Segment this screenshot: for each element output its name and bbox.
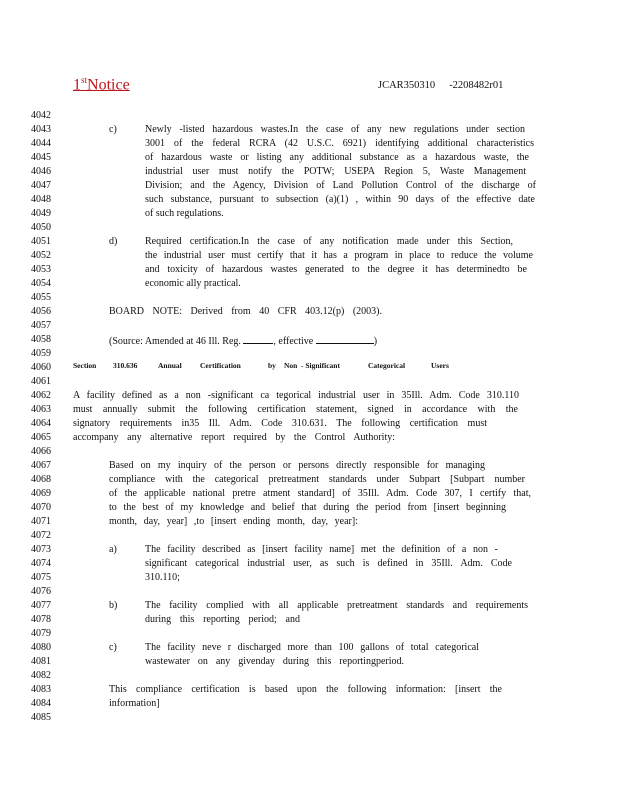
line-number: 4067 — [31, 460, 51, 471]
line-number: 4053 — [31, 264, 51, 275]
closing-line: This compliance certification is based upon the following information: [insert the — [109, 684, 502, 695]
sub-c-label: c) — [109, 642, 117, 653]
line-number: 4059 — [31, 348, 51, 359]
line-number: 4069 — [31, 488, 51, 499]
blank-register-page — [243, 334, 273, 344]
line-number: 4084 — [31, 698, 51, 709]
item-c-line: of hazardous waste or listing any additional substance as a hazardous waste, the — [145, 152, 529, 163]
item-c-line: Newly -listed hazardous wastes.In the case of any new regulations under section — [145, 124, 525, 135]
item-d-label: d) — [109, 236, 118, 247]
line-number: 4075 — [31, 572, 51, 583]
line-number: 4057 — [31, 320, 51, 331]
intro-line: A facility defined as a non -significant ca tegorical industrial user in 35Ill. Adm. Code 310.110 — [73, 390, 519, 401]
sub-c-line: wastewater on any givenday during this reportingperiod. — [145, 656, 404, 667]
line-number: 4050 — [31, 222, 51, 233]
item-d-line: economic ally practical. — [145, 278, 241, 289]
sub-a-line: significant categorical industrial user, as such is defined in 35Ill. Adm. Code — [145, 558, 512, 569]
line-number: 4065 — [31, 432, 51, 443]
line-number: 4062 — [31, 390, 51, 401]
item-c-line: such substance, pursuant to subsection (a)(1) , within 90 days of the effective date — [145, 194, 535, 205]
line-number: 4048 — [31, 194, 51, 205]
statement-line: Based on my inquiry of the person or persons directly responsible for managing — [109, 460, 485, 471]
blank-effective-date — [316, 334, 374, 344]
board-note: BOARD NOTE: Derived from 40 CFR 403.12(p) (2003). — [109, 306, 382, 317]
item-c-line: 3001 of the federal RCRA (42 U.S.C. 6921) identifying additional characteristics — [145, 138, 534, 149]
line-number: 4077 — [31, 600, 51, 611]
line-number: 4045 — [31, 152, 51, 163]
line-number: 4058 — [31, 334, 51, 345]
line-number: 4046 — [31, 166, 51, 177]
line-number: 4063 — [31, 404, 51, 415]
sub-b-line: The facility complied with all applicable pretreatment standards and requirements — [145, 600, 528, 611]
line-number: 4071 — [31, 516, 51, 527]
line-number: 4085 — [31, 712, 51, 723]
item-c-label: c) — [109, 124, 117, 135]
intro-line: signatory requirements in35 Ill. Adm. Code 310.631. The following certification must — [73, 418, 487, 429]
line-number: 4052 — [31, 250, 51, 261]
line-number: 4047 — [31, 180, 51, 191]
line-number: 4061 — [31, 376, 51, 387]
item-d-line: the industrial user must certify that it has a program in place to reduce the volume — [145, 250, 533, 261]
line-number: 4081 — [31, 656, 51, 667]
line-number: 4068 — [31, 474, 51, 485]
line-number: 4083 — [31, 684, 51, 695]
sub-b-line: during this reporting period; and — [145, 614, 300, 625]
line-number: 4056 — [31, 306, 51, 317]
line-number: 4082 — [31, 670, 51, 681]
line-number: 4066 — [31, 446, 51, 457]
closing-line: information] — [109, 698, 160, 709]
sub-a-line: The facility described as [insert facility name] met the definition of a non - — [145, 544, 498, 555]
line-number: 4072 — [31, 530, 51, 541]
sub-a-line: 310.110; — [145, 572, 180, 583]
sub-a-label: a) — [109, 544, 117, 555]
line-number: 4054 — [31, 278, 51, 289]
statement-line: of the applicable national pretre atment standard] of 35Ill. Adm. Code 307, I certify that, — [109, 488, 531, 499]
item-d-line: Required certification.In the case of any notification made under this Section, — [145, 236, 513, 247]
notice-title: 1stNotice — [73, 75, 130, 94]
line-number: 4079 — [31, 628, 51, 639]
item-c-line: Division; and the Agency, Division of Land Pollution Control of the discharge of — [145, 180, 536, 191]
sub-b-label: b) — [109, 600, 118, 611]
statement-line: compliance with the categorical pretreatment standards under Subpart [Subpart number — [109, 474, 525, 485]
line-number: 4044 — [31, 138, 51, 149]
line-number: 4080 — [31, 642, 51, 653]
line-number: 4042 — [31, 110, 51, 121]
line-number: 4055 — [31, 292, 51, 303]
line-number: 4064 — [31, 418, 51, 429]
line-number: 4060 — [31, 362, 51, 373]
intro-line: must annually submit the following certification statement, signed in accordance with the — [73, 404, 518, 415]
line-number: 4049 — [31, 208, 51, 219]
sub-c-line: The facility neve r discharged more than 100 gallons of total categorical — [145, 642, 479, 653]
line-number: 4043 — [31, 124, 51, 135]
item-c-line: of such regulations. — [145, 208, 224, 219]
intro-line: accompany any alternative report required by the Control Authority: — [73, 432, 395, 443]
line-number: 4070 — [31, 502, 51, 513]
line-number: 4078 — [31, 614, 51, 625]
line-number: 4073 — [31, 544, 51, 555]
item-c-line: industrial user must notify the POTW; USEPA Region 5, Waste Management — [145, 166, 526, 177]
source-line: (Source: Amended at 46 Ill. Reg. , effective ) — [109, 336, 378, 347]
statement-line: month, day, year] ,to [insert ending month, day, year]: — [109, 516, 358, 527]
statement-line: to the best of my knowledge and belief that during the period from [insert beginning — [109, 502, 506, 513]
jcar-reference: JCAR350310 -2208482r01 — [378, 80, 504, 91]
item-d-line: and toxicity of hazardous wastes generated to the degree it has determinedto be — [145, 264, 527, 275]
line-number: 4074 — [31, 558, 51, 569]
line-number: 4051 — [31, 236, 51, 247]
line-number: 4076 — [31, 586, 51, 597]
